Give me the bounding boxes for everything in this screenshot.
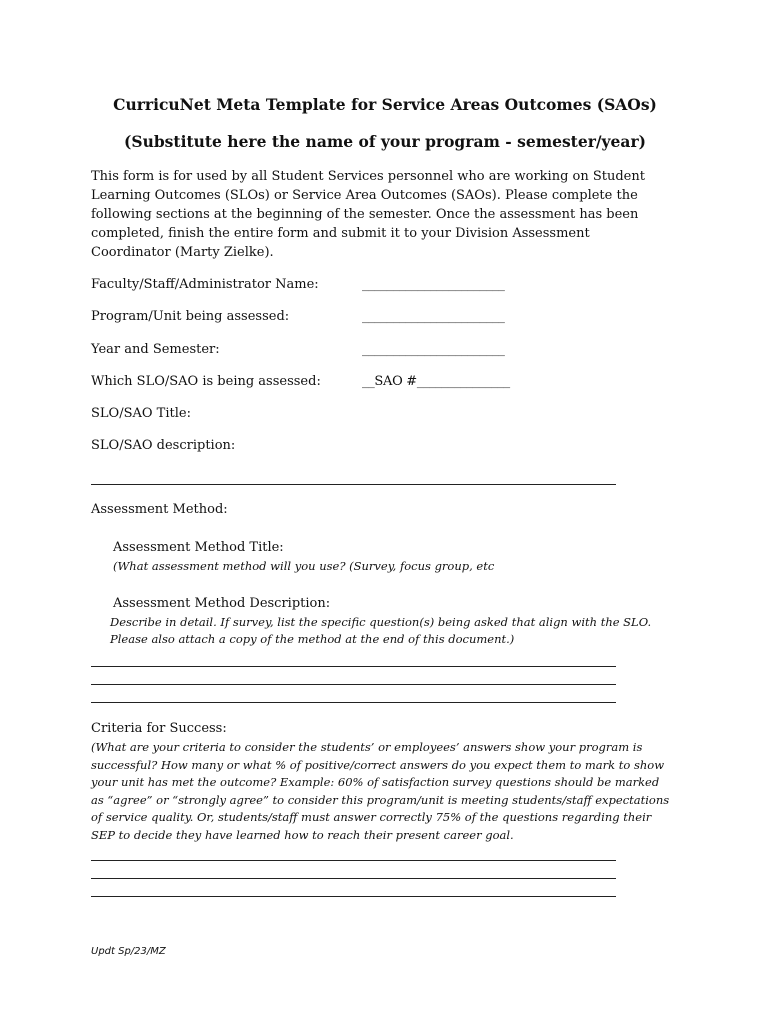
assessment-method-heading: Assessment Method: [91,502,228,517]
document-title: CurricuNet Meta Template for Service Areas Outcomes (SAOs) [113,95,657,114]
method-description-hint-2: Please also attach a copy of the method at the end of this document.) [110,632,515,646]
criteria-answer-line-1[interactable] [91,860,616,861]
method-answer-line-1[interactable] [91,666,616,667]
criteria-heading: Criteria for Success: [91,721,227,736]
method-title-hint: (What assessment method will you use? (Survey, focus group, etc [113,559,495,573]
which-sao-label: Which SLO/SAO is being assessed: [91,374,321,389]
year-semester-field[interactable]: _______________________ [362,342,505,357]
name-field[interactable]: _______________________ [362,277,505,292]
criteria-answer-line-3[interactable] [91,896,616,897]
sao-description-line[interactable] [91,484,616,485]
method-title-label: Assessment Method Title: [113,540,284,555]
document-subtitle: (Substitute here the name of your program - semester/year) [124,132,646,151]
name-label: Faculty/Staff/Administrator Name: [91,277,319,292]
sao-description-label: SLO/SAO description: [91,438,236,453]
sao-title-label: SLO/SAO Title: [91,406,191,421]
method-answer-line-2[interactable] [91,684,616,685]
method-answer-line-3[interactable] [91,702,616,703]
intro-paragraph: This form is for used by all Student Services personnel who are working on Student Learning Outcomes (SLOs) or Service Area Outcomes (SAOs). Please complete the following sections at the beginning of the semester. Once the assessment has been completed, finish the entire form and submit it to your Division Assessment Coordinator (Marty Zielke). [91,169,645,260]
which-sao-field[interactable]: __SAO #_______________ [362,374,510,389]
program-field[interactable]: _______________________ [362,309,505,324]
method-description-label: Assessment Method Description: [113,596,331,611]
method-description-hint-1: Describe in detail. If survey, list the specific question(s) being asked that align with the SLO. [110,615,652,629]
footer-revision: Updt Sp/23/MZ [91,946,166,957]
criteria-hint: (What are your criteria to consider the students’ or employees’ answers show your program is successful? How many or what % of positive/correct answers do you expect them to mark to show your unit has met the outcome? Example: 60% of satisfaction survey questions should be marked as “agree” or “strongly agree” to consider this program/unit is meeting students/staff expectations of service quality. Or, students/staff must answer correctly 75% of the questions regarding their SEP to decide they have learned how to reach their present career goal. [91,740,670,842]
program-label: Program/Unit being assessed: [91,309,290,324]
year-semester-label: Year and Semester: [91,342,220,357]
criteria-answer-line-2[interactable] [91,878,616,879]
